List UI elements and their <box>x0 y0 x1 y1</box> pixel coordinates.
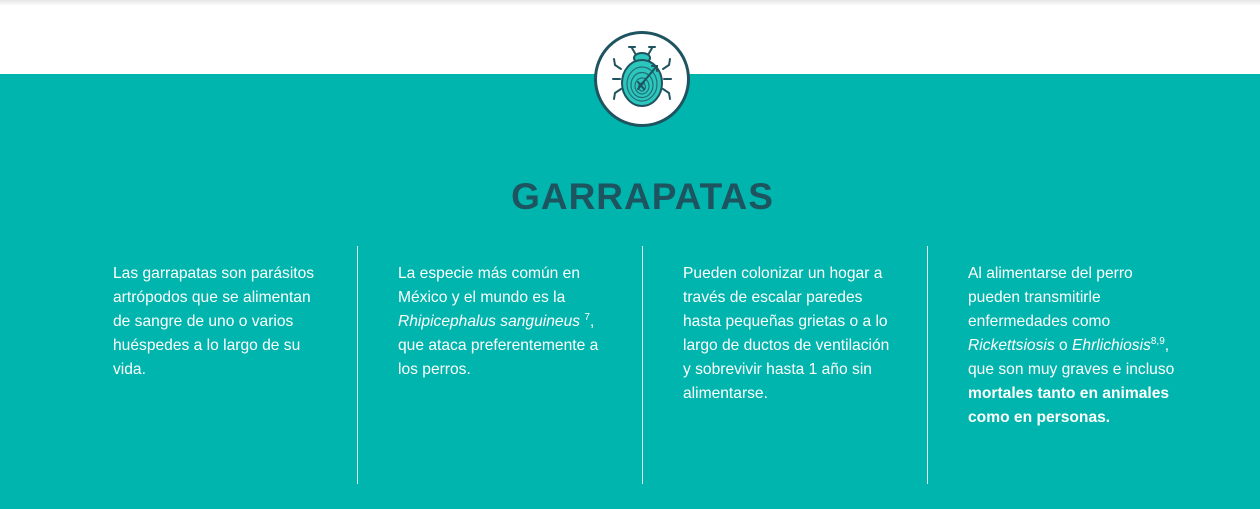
info-column-1 <box>113 262 323 382</box>
column-2-text-a: La especie más común en México y el mundo es la <box>398 265 581 306</box>
header-shadow <box>0 0 1260 6</box>
info-column-3 <box>683 262 895 406</box>
column-1-text: Las garrapatas son parásitos artrópodos que se alimentan de sangre de uno o varios huéspedes a lo largo de su vida. <box>113 265 315 378</box>
column-divider <box>642 246 643 484</box>
connector: o <box>1054 337 1072 354</box>
info-column-4 <box>968 262 1183 430</box>
reference-8-9: 8,9 <box>1150 336 1165 347</box>
species-name: Rhipicephalus sanguineus <box>398 313 581 330</box>
section-title: GARRAPATAS <box>511 176 774 217</box>
emphasis-text: mortales tanto en animales como en personas. <box>968 385 1170 426</box>
column-2-text <box>398 262 610 382</box>
disease-2: Ehrlichiosis <box>1072 337 1151 354</box>
info-column-2 <box>398 262 610 382</box>
column-2-text-b: , que ataca preferentemente a los perros. <box>398 313 599 378</box>
column-divider <box>357 246 358 484</box>
column-3-text: Pueden colonizar un hogar a través de escalar paredes hasta pequeñas grietas o a lo largo de ductos de ventilación y sobrevivir hasta 1 año sin alimentarse. <box>683 265 890 402</box>
column-4-text-a: Al alimentarse del perro pueden transmitirle enfermedades como <box>968 265 1133 330</box>
reference-7: 7 <box>584 312 590 323</box>
column-divider <box>927 246 928 484</box>
tick-icon <box>594 31 690 127</box>
column-4-text-b: , que son muy graves e incluso <box>968 337 1175 378</box>
disease-1: Rickettsiosis <box>968 337 1055 354</box>
column-4-text <box>968 262 1183 430</box>
